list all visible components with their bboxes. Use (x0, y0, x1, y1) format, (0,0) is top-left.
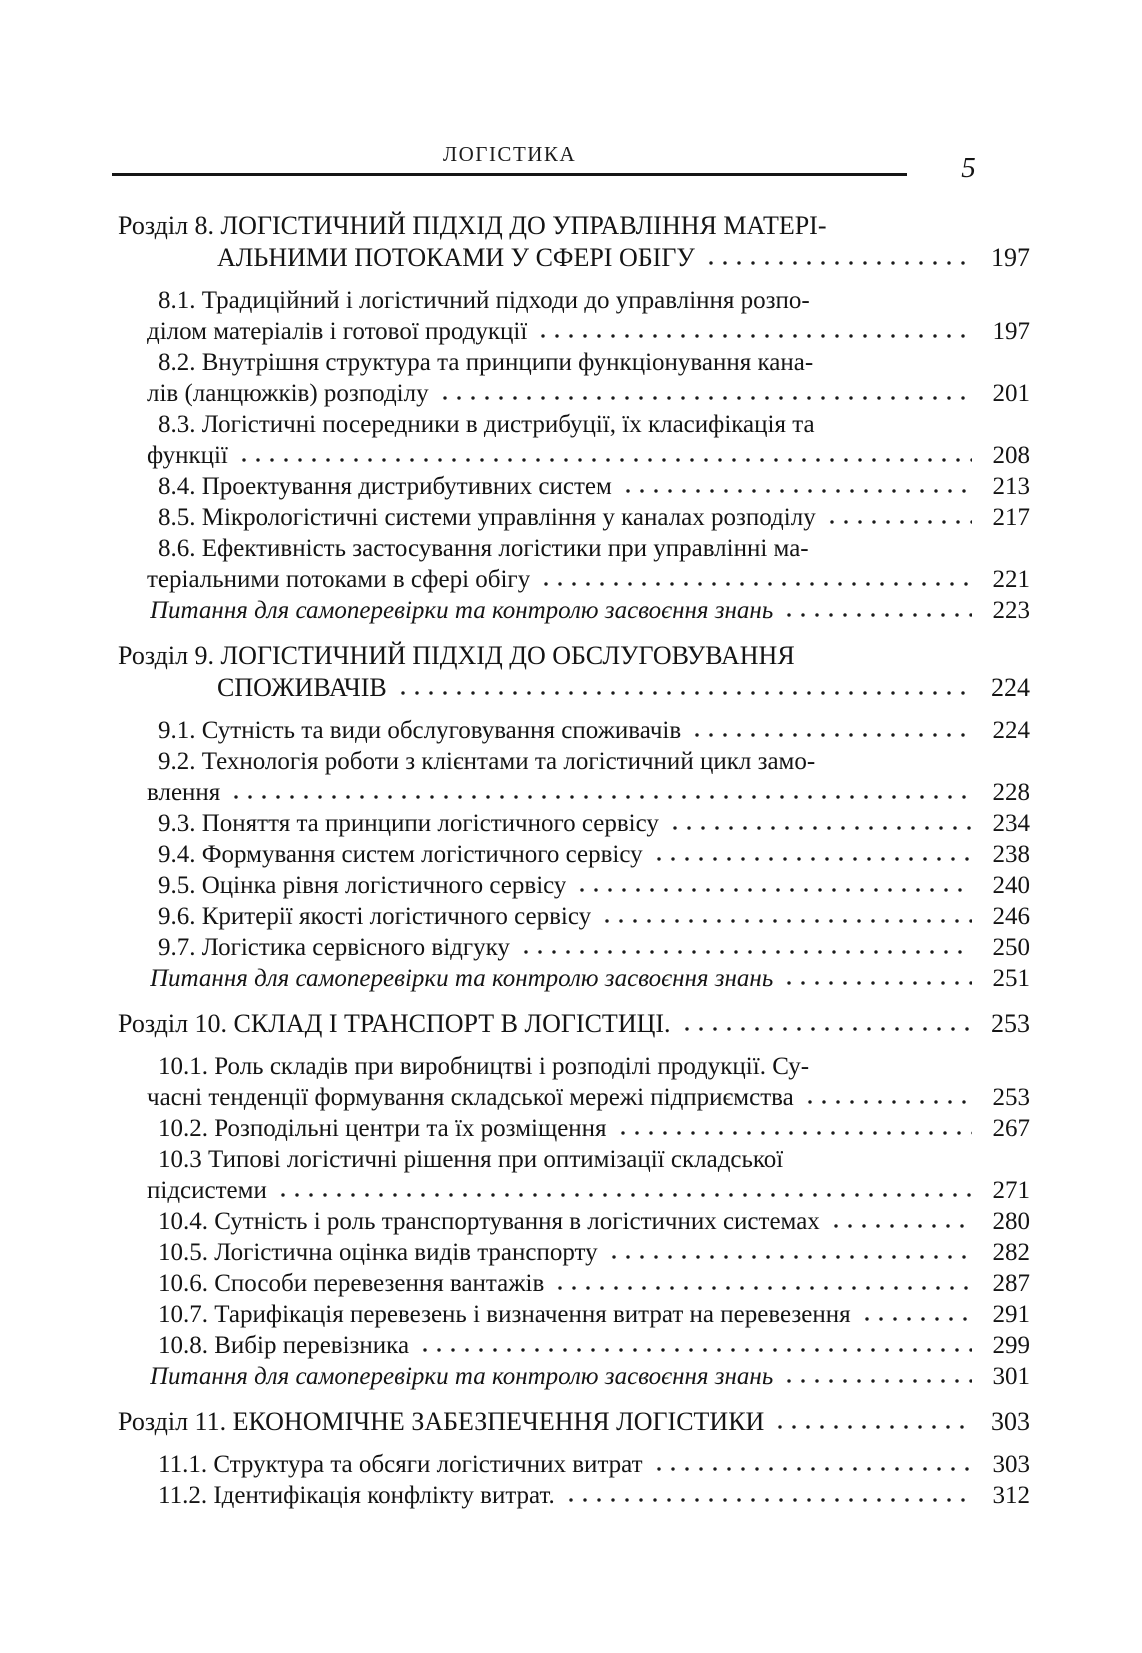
page-ref: 246 (992, 903, 1030, 930)
dot-leader (539, 581, 972, 587)
toc-entry (112, 378, 1030, 409)
toc-entry-text: 10.2. Розподільні центри та їх розміщення (158, 1115, 607, 1142)
dot-leader (782, 980, 972, 986)
page-ref: 301 (992, 1363, 1030, 1390)
toc-heading-line (112, 1406, 1030, 1438)
toc-entry-text: 11.2. Ідентифікація конфлікту витрат. (158, 1482, 555, 1509)
toc-entry-text: 11.1. Структура та обсяги логістичних витрат (158, 1451, 643, 1478)
page-ref: 201 (992, 380, 1030, 407)
toc-entry (112, 839, 1030, 870)
toc-entry-text: теріальними потоками в сфері обігу (147, 566, 531, 593)
dot-leader (690, 732, 972, 738)
dot-leader (652, 1466, 972, 1472)
dot-leader (536, 333, 972, 339)
toc-entry-text: Розділ 10. СКЛАД І ТРАНСПОРТ В ЛОГІСТИЦІ. (118, 1009, 671, 1038)
running-header (112, 142, 1030, 184)
toc-entry-text: Розділ 8. ЛОГІСТИЧНИЙ ПІДХІД ДО УПРАВЛІННЯ МАТЕРІ- (118, 211, 827, 240)
toc-chapter-heading (112, 210, 1030, 274)
page-ref: 224 (991, 673, 1030, 702)
folio-page-number: 5 (961, 152, 976, 184)
page-ref: 251 (992, 965, 1030, 992)
toc-entry-text: Питання для самоперевірки та контролю засвоєння знань (150, 965, 774, 992)
toc-entry (112, 1175, 1030, 1206)
toc-entry-text: 10.6. Способи перевезення вантажів (158, 1270, 545, 1297)
toc-entry-text: 9.7. Логістика сервісного відгуку (158, 934, 510, 961)
toc-entry (112, 1330, 1030, 1361)
toc-entry-text: функції (147, 442, 228, 469)
toc-entry-text: 10.4. Сутність і роль транспортування в логістичних системах (158, 1208, 820, 1235)
toc-entry (112, 564, 1030, 595)
header-rule (112, 142, 907, 176)
toc-entry (112, 1299, 1030, 1330)
toc-entry-text: 8.4. Проектування дистрибутивних систем (158, 473, 612, 500)
toc-entry-text: 10.7. Тарифікація перевезень і визначення витрат на перевезення (158, 1301, 851, 1328)
dot-leader (825, 519, 972, 525)
page-ref: 238 (992, 841, 1030, 868)
dot-leader (782, 612, 972, 618)
toc-entry-text: 9.3. Поняття та принципи логістичного сервісу (158, 810, 659, 837)
dot-leader (621, 488, 972, 494)
toc-entry-text: 8.1. Традиційний і логістичний підходи до управління розпо- (158, 287, 810, 314)
toc-entry-text: Розділ 9. ЛОГІСТИЧНИЙ ПІДХІД ДО ОБСЛУГОВУВАННЯ (118, 641, 795, 670)
toc-chapter (112, 1406, 1030, 1511)
toc-entry (112, 347, 1030, 378)
page-ref: 217 (992, 504, 1030, 531)
page-ref: 303 (991, 1407, 1030, 1436)
dot-leader (276, 1192, 972, 1198)
toc-chapter (112, 1008, 1030, 1392)
toc-entry (112, 870, 1030, 901)
dot-leader (680, 1026, 972, 1032)
toc-entry-text: 9.5. Оцінка рівня логістичного сервісу (158, 872, 567, 899)
toc-entry (112, 502, 1030, 533)
dot-leader (704, 260, 972, 266)
page-ref: 267 (992, 1115, 1030, 1142)
toc-entry-text: Питання для самоперевірки та контролю засвоєння знань (150, 1363, 774, 1390)
toc-entry-text: 8.3. Логістичні посередники в дистрибуції, їх класифікація та (158, 411, 815, 438)
toc-entry (112, 471, 1030, 502)
toc-entry (112, 932, 1030, 963)
page-ref: 197 (992, 318, 1030, 345)
toc-entry-text: 9.1. Сутність та види обслуговування споживачів (158, 717, 682, 744)
toc-entry (112, 440, 1030, 471)
page-ref: 197 (991, 243, 1030, 272)
toc-heading-line (112, 242, 1030, 274)
page-ref: 253 (991, 1009, 1030, 1038)
toc-entry (112, 1268, 1030, 1299)
toc-entry-text: підсистеми (147, 1177, 267, 1204)
toc-chapter (112, 640, 1030, 994)
toc-entry-text: 9.2. Технологія роботи з клієнтами та логістичний цикл замо- (158, 748, 816, 775)
page-ref: 240 (992, 872, 1030, 899)
toc-entry (112, 1144, 1030, 1175)
toc-entry (112, 1237, 1030, 1268)
dot-leader (803, 1099, 972, 1105)
page-ref: 287 (992, 1270, 1030, 1297)
dot-leader (860, 1316, 972, 1322)
page-ref: 223 (992, 597, 1030, 624)
page-ref: 280 (992, 1208, 1030, 1235)
toc-heading-line (112, 672, 1030, 704)
toc-entry (112, 777, 1030, 808)
toc-entry-text: 8.5. Мікрологістичні системи управління у каналах розподілу (158, 504, 816, 531)
dot-leader (396, 690, 972, 696)
toc-heading-line (112, 640, 1030, 672)
page-ref: 228 (992, 779, 1030, 806)
toc-entry (112, 1113, 1030, 1144)
dot-leader (438, 395, 972, 401)
dot-leader (229, 794, 972, 800)
dot-leader (237, 457, 972, 463)
page-ref: 250 (992, 934, 1030, 961)
toc-entry (112, 1051, 1030, 1082)
dot-leader (607, 1254, 972, 1260)
toc-entry-text: 10.8. Вибір перевізника (158, 1332, 410, 1359)
page-ref: 213 (992, 473, 1030, 500)
dot-leader (553, 1285, 972, 1291)
dot-leader (616, 1130, 972, 1136)
toc-entry (112, 285, 1030, 316)
dot-leader (652, 856, 972, 862)
toc-entry-text: Розділ 11. ЕКОНОМІЧНЕ ЗАБЕЗПЕЧЕННЯ ЛОГІСТИКИ (118, 1407, 765, 1436)
dot-leader (575, 887, 972, 893)
toc-entry-text: часні тенденції формування складської мережі підприємства (147, 1084, 794, 1111)
toc-entry-text: 10.3 Типові логістичні рішення при оптимізації складської (158, 1146, 784, 1173)
toc-entry (112, 409, 1030, 440)
toc-entry (112, 808, 1030, 839)
page-ref: 253 (992, 1084, 1030, 1111)
toc-entry-text: 9.4. Формування систем логістичного сервісу (158, 841, 643, 868)
dot-leader (564, 1497, 972, 1503)
toc-entry-text: Питання для самоперевірки та контролю засвоєння знань (150, 597, 774, 624)
dot-leader (782, 1378, 972, 1384)
toc (112, 210, 1030, 1511)
toc-entry-text: АЛЬНИМИ ПОТОКАМИ У СФЕРІ ОБІГУ (217, 243, 695, 272)
toc-entry-text: 10.1. Роль складів при виробництві і розподілі продукції. Су- (158, 1053, 810, 1080)
dot-leader (829, 1223, 972, 1229)
toc-entry (112, 746, 1030, 777)
page-ref: 224 (992, 717, 1030, 744)
page-ref: 221 (992, 566, 1030, 593)
page-ref: 303 (992, 1451, 1030, 1478)
dot-leader (668, 825, 972, 831)
dot-leader (519, 949, 972, 955)
toc-entry-text: 10.5. Логістична оцінка видів транспорту (158, 1239, 598, 1266)
toc-entry (112, 715, 1030, 746)
toc-chapter (112, 210, 1030, 626)
toc-entry-text: ділом матеріалів і готової продукції (147, 318, 528, 345)
toc-entry (112, 963, 1030, 994)
dot-leader (418, 1347, 972, 1353)
page-ref: 271 (992, 1177, 1030, 1204)
page-ref: 291 (992, 1301, 1030, 1328)
toc-entry (112, 595, 1030, 626)
dot-leader (773, 1424, 972, 1430)
page-ref: 208 (992, 442, 1030, 469)
toc-entry (112, 901, 1030, 932)
toc-entry (112, 1206, 1030, 1237)
toc-entry-text: 8.2. Внутрішня структура та принципи функціонування кана- (158, 349, 814, 376)
toc-entry-text: 8.6. Ефективність застосування логістики при управлінні ма- (158, 535, 809, 562)
page-ref: 234 (992, 810, 1030, 837)
dot-leader (600, 918, 972, 924)
toc-entry-text: влення (147, 779, 221, 806)
page-ref: 312 (992, 1482, 1030, 1509)
toc-entry-text: СПОЖИВАЧІВ (217, 673, 387, 702)
toc-chapter-heading (112, 640, 1030, 704)
toc-entry (112, 533, 1030, 564)
toc-chapter-heading (112, 1406, 1030, 1438)
toc-entry (112, 1082, 1030, 1113)
toc-entry (112, 316, 1030, 347)
toc-entry-text: 9.6. Критерії якості логістичного сервісу (158, 903, 592, 930)
toc-entry (112, 1361, 1030, 1392)
toc-heading-line (112, 1008, 1030, 1040)
toc-heading-line (112, 210, 1030, 242)
toc-entry-text: лів (ланцюжків) розподілу (147, 380, 429, 407)
page-ref: 282 (992, 1239, 1030, 1266)
page-ref: 299 (992, 1332, 1030, 1359)
running-title: ЛОГІСТИКА (442, 142, 577, 166)
toc-entry (112, 1480, 1030, 1511)
toc-chapter-heading (112, 1008, 1030, 1040)
toc-entry (112, 1449, 1030, 1480)
